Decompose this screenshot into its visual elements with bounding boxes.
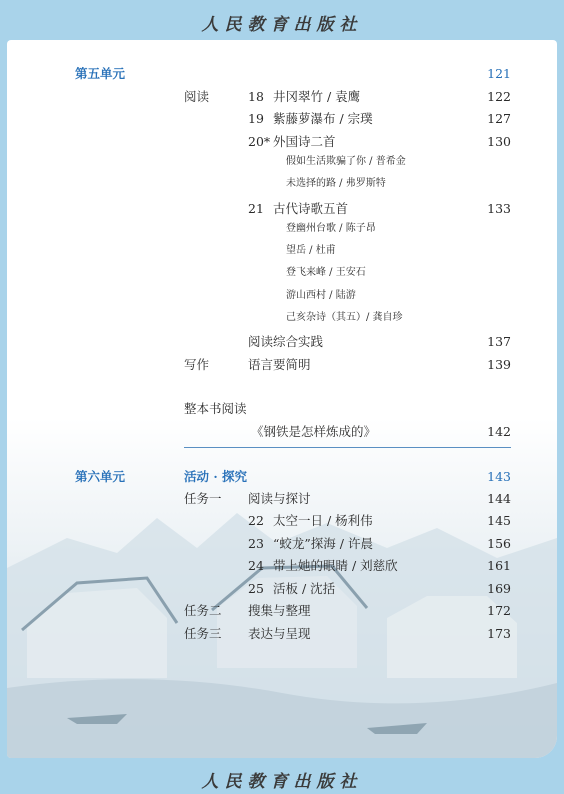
publisher-header: 人民教育出版社 [201,15,363,35]
lesson-number: 20* [248,134,271,149]
lesson-page: 127 [487,111,511,126]
task3-title[interactable]: 表达与呈现 [248,626,311,641]
poem-title[interactable]: 未选择的路 / 弗罗斯特 [286,178,386,189]
task1-label: 任务一 [184,491,222,506]
lesson-title[interactable]: 井冈翠竹 / 袁鹰 [273,89,361,104]
lesson-page: 145 [487,513,511,528]
whole-book-label: 整本书阅读 [184,401,247,416]
lesson-number: 22 [248,513,264,528]
task2-page: 172 [487,603,511,618]
lesson-page: 169 [487,581,511,596]
whole-book-page: 142 [487,424,511,439]
lesson-title[interactable]: 太空一日 / 杨利伟 [273,513,373,528]
lesson-page: 133 [487,201,511,216]
poem-title[interactable]: 望岳 / 杜甫 [286,245,336,256]
lesson-number: 24 [248,558,264,573]
task1-title[interactable]: 阅读与探讨 [248,491,311,506]
lesson-number: 21 [248,201,264,216]
writing-label: 写作 [184,357,210,372]
lesson-title[interactable]: 外国诗二首 [273,134,336,149]
lesson-number: 25 [248,581,264,596]
lesson-page: 130 [487,134,511,149]
task3-label: 任务三 [184,626,222,641]
lesson-number: 23 [248,536,264,551]
lesson-title[interactable]: 带上她的眼睛 / 刘慈欣 [273,558,398,573]
unit6-subtitle: 活动 · 探究 [184,469,248,484]
lesson-page: 161 [487,558,511,573]
lesson-title[interactable]: 古代诗歌五首 [273,201,349,216]
lesson-page: 122 [487,89,511,104]
lesson-number: 18 [248,89,264,104]
lesson-title[interactable]: 活板 / 沈括 [273,581,336,596]
task3-page: 173 [487,626,511,641]
unit6-title[interactable]: 第六单元 [75,469,126,484]
poem-title[interactable]: 己亥杂诗（其五）/ 龚自珍 [286,312,403,323]
writing-page: 139 [487,357,511,372]
task2-label: 任务二 [184,603,222,618]
publisher-footer: 人民教育出版社 [201,772,363,792]
poem-title[interactable]: 游山西村 / 陆游 [286,290,356,301]
lesson-title[interactable]: “蛟龙”探海 / 许晨 [273,536,373,551]
lesson-number: 19 [248,111,264,126]
unit6-page: 143 [487,469,511,484]
poem-title[interactable]: 假如生活欺骗了你 / 普希金 [286,156,406,167]
poem-title[interactable]: 登幽州台歌 / 陈子昂 [286,223,376,234]
contents-page [7,40,557,758]
reading-practice-page: 137 [487,334,511,349]
task1-page: 144 [487,491,511,506]
unit5-reading-label: 阅读 [184,89,210,104]
writing-title[interactable]: 语言要简明 [248,357,311,372]
reading-practice-title[interactable]: 阅读综合实践 [248,334,324,349]
lesson-page: 156 [487,536,511,551]
lesson-title[interactable]: 紫藤萝瀑布 / 宗璞 [273,111,373,126]
whole-book-title[interactable]: 《钢铁是怎样炼成的》 [251,424,377,439]
poem-title[interactable]: 登飞来峰 / 王安石 [286,267,366,278]
unit5-page: 121 [487,66,511,81]
unit-divider [184,447,511,448]
unit5-title[interactable]: 第五单元 [75,66,126,81]
task2-title[interactable]: 搜集与整理 [248,603,311,618]
